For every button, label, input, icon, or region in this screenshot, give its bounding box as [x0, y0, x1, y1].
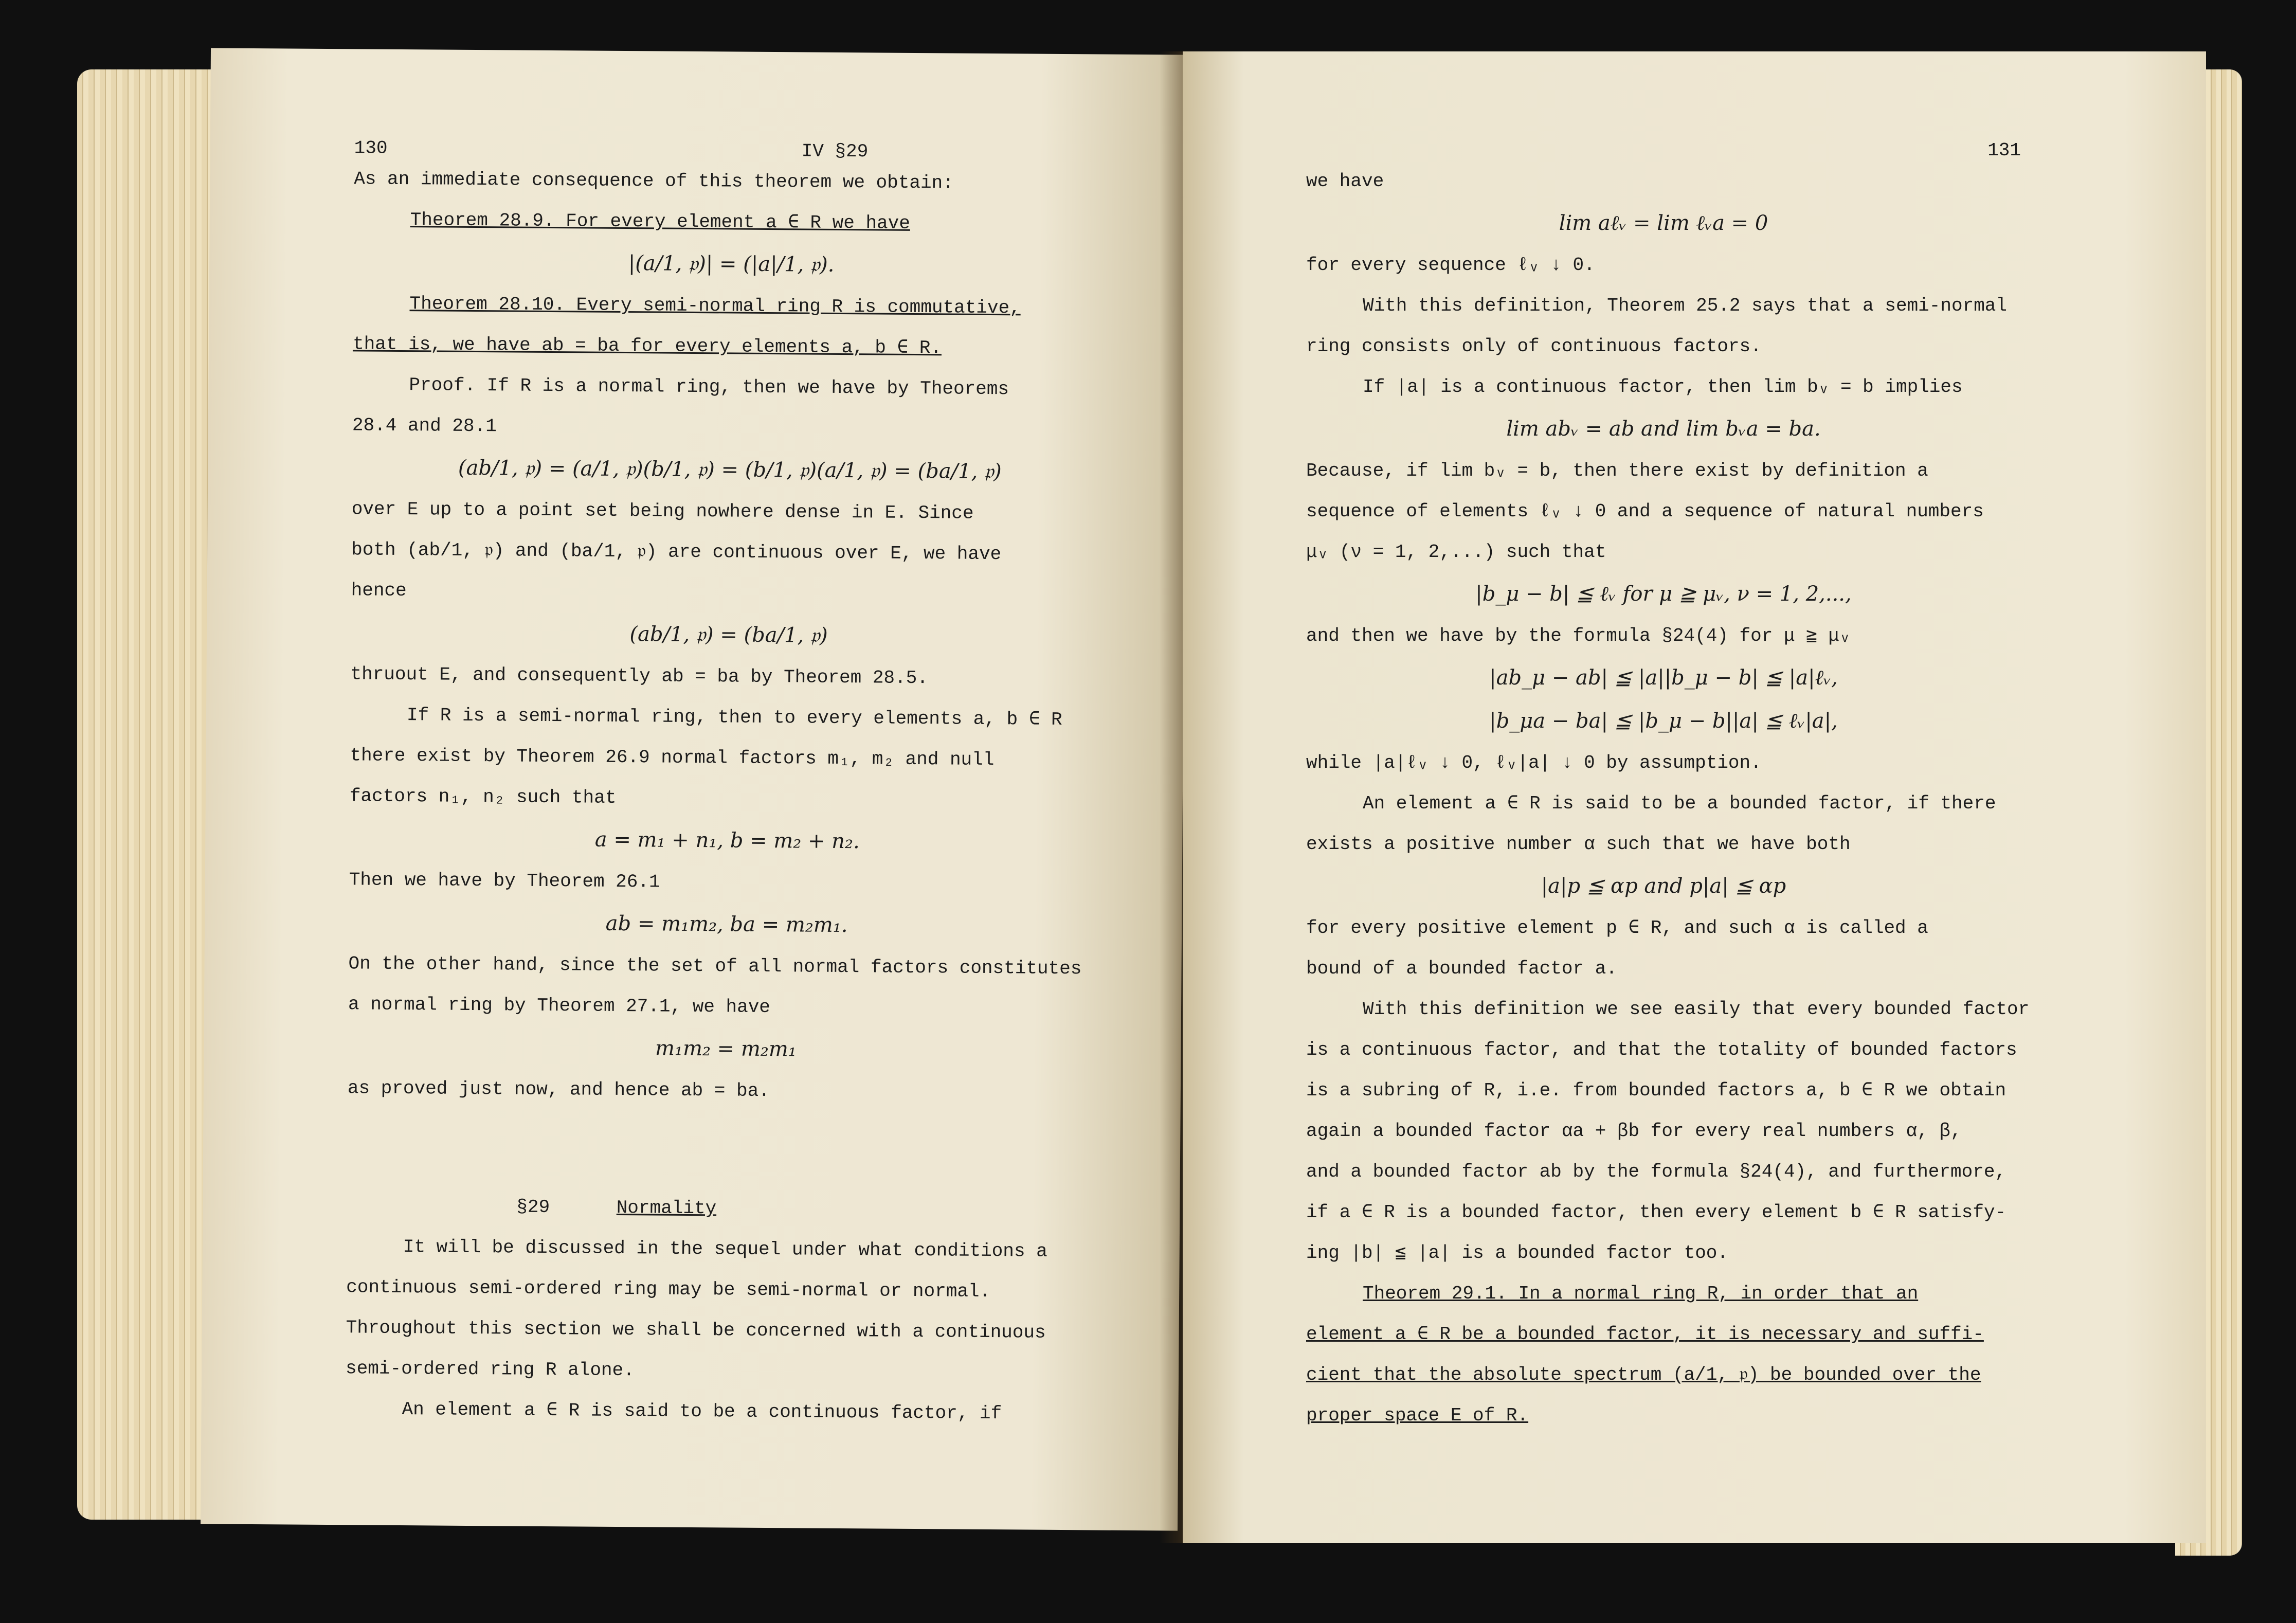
text-line: As an immediate consequence of this theorem we obtain: [354, 168, 954, 194]
page-number: 130 [354, 137, 388, 159]
text-line: both (ab/1, 𝔭) and (ba/1, 𝔭) are continuous over E, we have [351, 539, 1002, 565]
section-gap [347, 1117, 1103, 1199]
right-page [1183, 51, 2206, 1543]
text-line: If R is a semi-normal ring, then to every elements a, b ∈ R [406, 705, 1062, 730]
text-line: exists a positive number α such that we have both [1306, 834, 1851, 855]
left-page [201, 48, 1188, 1530]
text-line: An element a ∈ R is said to be a bounded factor, if there [1363, 793, 1996, 814]
text-line: μᵥ (ν = 1, 2,...) such that [1306, 542, 1606, 563]
theorem-statement: Theorem 28.10. Every semi-normal ring R is commutative, [409, 293, 1021, 319]
text-line: is a continuous factor, and that the totality of bounded factors [1306, 1039, 2017, 1060]
theorem-statement: Theorem 29.1. In a normal ring R, in order that an [1363, 1283, 1919, 1304]
equation: |a|p ≦ αp and p|a| ≦ αp [1541, 874, 1786, 898]
text-line: ring consists only of continuous factors. [1306, 336, 1762, 357]
text-line: hence [351, 580, 407, 602]
equation: |(a/1, 𝔭)| = (|a|/1, 𝔭). [628, 251, 835, 277]
equation: |b_μa − ba| ≦ |b_μ − b||a| ≦ ℓᵥ|a|, [1489, 709, 1838, 733]
equation: |b_μ − b| ≦ ℓᵥ for μ ≧ μᵥ, ν = 1, 2,..., [1475, 582, 1852, 606]
theorem-statement: Theorem 28.9. For every element a ∈ R we have [410, 209, 911, 234]
theorem-statement: element a ∈ R be a bounded factor, it is necessary and suffi- [1306, 1324, 1984, 1345]
text-line: and then we have by the formula §24(4) for μ ≧ μᵥ [1306, 625, 1851, 646]
text-line: semi-ordered ring R alone. [345, 1358, 635, 1381]
text-line: sequence of elements ℓᵥ ↓ 0 and a sequence of natural numbers [1306, 501, 1984, 522]
text-line: and a bounded factor ab by the formula §24(4), and furthermore, [1306, 1161, 2006, 1182]
text-line: if a ∈ R is a bounded factor, then every element b ∈ R satisfy- [1306, 1202, 2006, 1223]
equation: lim aℓᵥ = lim ℓᵥa = 0 [1559, 211, 1768, 235]
text-line: we have [1306, 171, 1384, 192]
text-line: With this definition we see easily that every bounded factor [1363, 999, 2030, 1020]
text-line: again a bounded factor αa + βb for every real numbers α, β, [1306, 1121, 1962, 1142]
section-heading [347, 1194, 1102, 1222]
text-line: Throughout this section we shall be concerned with a continuous [346, 1317, 1046, 1343]
text-line: for every sequence ℓᵥ ↓ 0. [1306, 255, 1595, 276]
text-line: is a subring of R, i.e. from bounded factors a, b ∈ R we obtain [1306, 1080, 2006, 1101]
text-line: With this definition, Theorem 25.2 says that a semi-normal [1363, 295, 2008, 316]
equation: |ab_μ − ab| ≦ |a||b_μ − b| ≦ |a|ℓᵥ, [1489, 666, 1838, 690]
running-header-right [1306, 139, 2021, 170]
equation: m₁m₂ = m₂m₁ [655, 1036, 797, 1061]
equation: a = m₁ + n₁, b = m₂ + n₂. [594, 827, 860, 854]
text-line: On the other hand, since the set of all normal factors constitutes [348, 953, 1082, 980]
theorem-statement: proper space E of R. [1306, 1405, 1529, 1426]
text-line: a normal ring by Theorem 27.1, we have [348, 994, 771, 1018]
equation: lim abᵥ = ab and lim bᵥa = ba. [1506, 417, 1821, 441]
text-line: An element a ∈ R is said to be a continuous factor, if [402, 1399, 1002, 1424]
text-line: continuous semi-ordered ring may be semi-normal or normal. [346, 1276, 991, 1303]
text-line: It will be discussed in the sequel under what conditions a [403, 1236, 1047, 1262]
text-line: over E up to a point set being nowhere dense in E. Since [351, 498, 974, 524]
theorem-statement: that is, we have ab = ba for every elements a, b ∈ R. [352, 333, 942, 359]
theorem-statement: cient that the absolute spectrum (a/1, 𝔭) be bounded over the [1306, 1364, 1981, 1385]
equation: ab = m₁m₂, ba = m₂m₁. [605, 911, 848, 937]
text-line: as proved just now, and hence ab = ba. [347, 1077, 770, 1102]
equation: (ab/1, 𝔭) = (a/1, 𝔭)(b/1, 𝔭) = (b/1, 𝔭)(a/1, 𝔭) = (ba/1, 𝔭) [458, 456, 1002, 484]
text-line: Then we have by Theorem 26.1 [349, 869, 660, 893]
section-number: §29 [516, 1196, 550, 1218]
equation: (ab/1, 𝔭) = (ba/1, 𝔭) [629, 622, 828, 647]
page-number: 131 [1987, 140, 2021, 161]
text-line: ing |b| ≦ |a| is a bounded factor too. [1306, 1242, 1729, 1264]
text-line: there exist by Theorem 26.9 normal factors m₁, m₂ and null [350, 745, 995, 771]
text-line: while |a|ℓᵥ ↓ 0, ℓᵥ|a| ↓ 0 by assumption. [1306, 752, 1762, 773]
proof-line: Proof. If R is a normal ring, then we have by Theorems [409, 374, 1009, 400]
text-line: bound of a bounded factor a. [1306, 958, 1617, 979]
section-title: Normality [616, 1197, 717, 1219]
text-line: for every positive element p ∈ R, and such α is called a [1306, 917, 1928, 939]
chapter-section-header: IV §29 [801, 140, 869, 163]
text-line: 28.4 and 28.1 [352, 414, 497, 437]
text-line: If |a| is a continuous factor, then lim bᵥ = b implies [1363, 376, 1963, 398]
running-header-left [354, 136, 1110, 172]
text-line: factors n₁, n₂ such that [349, 785, 617, 808]
text-line: Because, if lim bᵥ = b, then there exist by definition a [1306, 460, 1928, 481]
text-line: thruout E, and consequently ab = ba by Theorem 28.5. [350, 663, 929, 689]
